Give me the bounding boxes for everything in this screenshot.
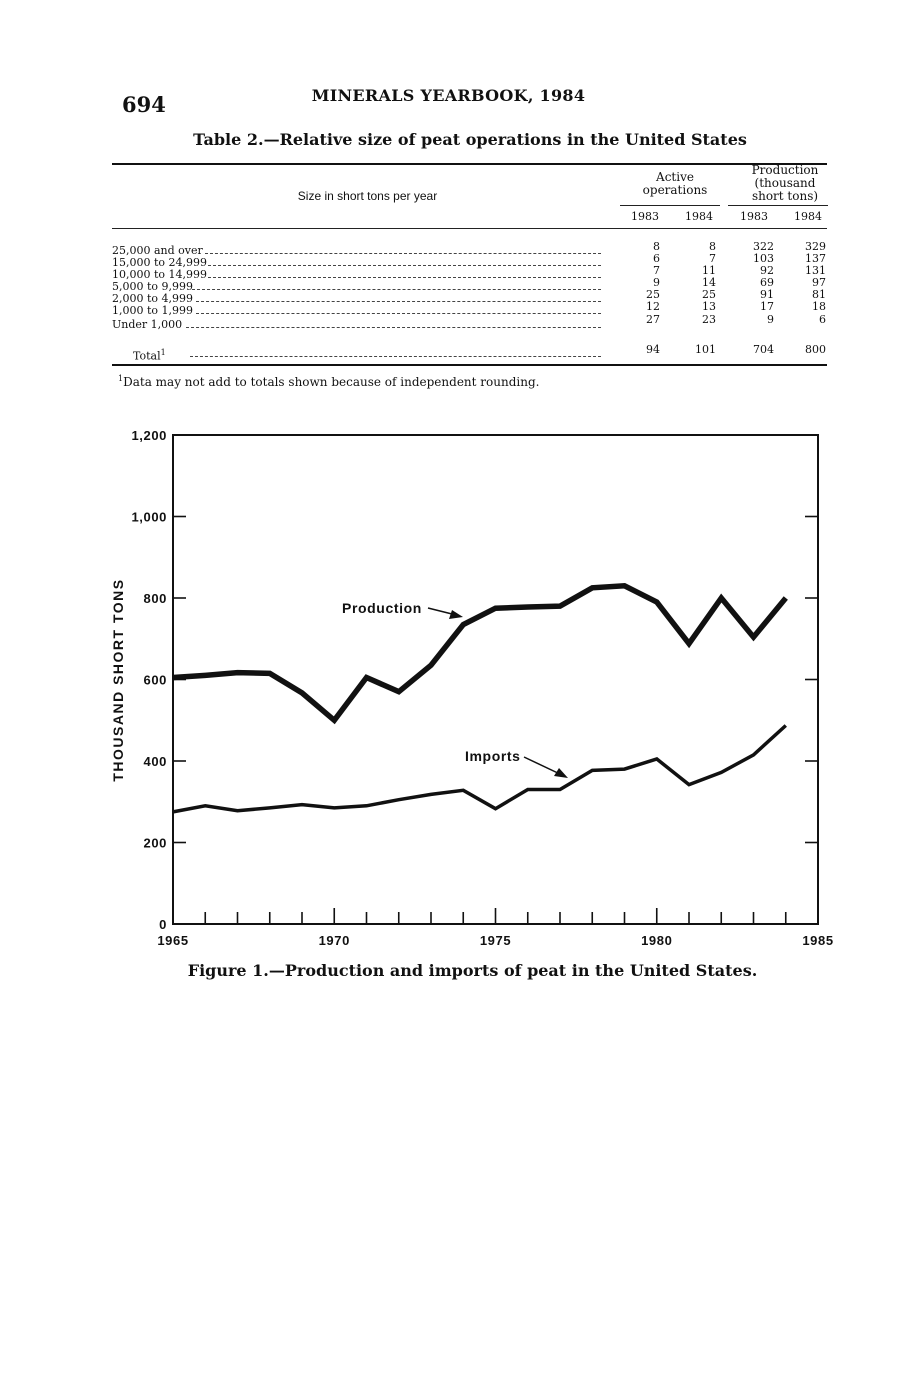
cell-active-1984: 8	[709, 240, 716, 253]
series-lines	[173, 586, 786, 812]
year-col-1: 1983	[631, 210, 659, 223]
row-label: 10,000 to 14,999	[112, 268, 208, 281]
row-label: 15,000 to 24,999	[112, 256, 208, 269]
y-tick-label: 400	[143, 754, 167, 769]
cell-active-1984: 13	[702, 300, 716, 313]
cell-active-1983: 6	[653, 252, 660, 265]
figure-caption: Figure 1.—Production and imports of peat in the United States.	[187, 961, 758, 980]
total-active-1984: 101	[695, 343, 716, 356]
imports-arrow	[524, 757, 568, 778]
active-header-line2: operations	[642, 183, 708, 197]
y-tick-label: 600	[143, 672, 167, 688]
table-title: Table 2.—Relative size of peat operations in the United States	[193, 130, 747, 149]
cell-prod-1984: 6	[819, 313, 826, 326]
y-axis-label: THOUSAND SHORT TONS	[110, 578, 126, 782]
cell-prod-1984: 137	[805, 252, 826, 265]
footnote-mark: 1	[118, 374, 124, 383]
cell-prod-1984: 81	[812, 288, 826, 301]
cell-active-1984: 25	[702, 288, 716, 301]
row-label: Under 1,000	[112, 318, 183, 331]
cell-active-1983: 25	[646, 288, 660, 301]
running-head: MINERALS YEARBOOK, 1984	[311, 86, 586, 105]
y-tick-label: 1,200	[131, 428, 167, 443]
row-label: 1,000 to 1,999	[112, 304, 194, 317]
cell-active-1984: 11	[702, 264, 716, 277]
cell-active-1984: 7	[709, 252, 716, 265]
cell-prod-1984: 131	[805, 264, 826, 277]
production-header-line1: Production	[751, 163, 819, 177]
y-tick-label: 1,000	[131, 509, 167, 525]
total-label-text: Total	[133, 349, 161, 363]
year-col-4: 1984	[794, 210, 822, 223]
production-annotation: Production	[342, 600, 422, 616]
active-header-line1: Active	[656, 170, 694, 184]
cell-active-1983: 27	[646, 313, 660, 326]
page-number: 694	[122, 92, 166, 117]
production-arrow	[428, 608, 463, 619]
total-prod-1984: 800	[805, 343, 826, 356]
year-col-3: 1983	[740, 210, 768, 223]
cell-prod-1983: 69	[760, 276, 774, 289]
stub-header: Size in short tons per year	[297, 189, 438, 203]
plot-frame	[173, 435, 818, 924]
cell-active-1984: 14	[702, 276, 716, 289]
cell-active-1983: 9	[653, 276, 660, 289]
cell-prod-1983: 9	[767, 313, 774, 326]
series-production-line	[173, 586, 786, 721]
cell-prod-1984: 97	[812, 276, 826, 289]
x-tick-label: 1970	[318, 933, 350, 948]
cell-active-1983: 8	[653, 240, 660, 253]
series-imports-line	[173, 726, 786, 812]
cell-prod-1983: 91	[760, 288, 774, 301]
cell-prod-1984: 329	[805, 240, 826, 253]
cell-prod-1984: 18	[812, 300, 826, 313]
y-tick-label: 0	[159, 917, 167, 932]
x-tick-label: 1985	[802, 933, 834, 948]
total-active-1983: 94	[646, 343, 660, 356]
row-label: 25,000 and over	[112, 244, 203, 257]
x-tick-label: 1980	[641, 933, 673, 948]
year-col-2: 1984	[685, 210, 713, 223]
cell-active-1983: 12	[646, 300, 660, 313]
imports-annotation: Imports	[465, 748, 521, 764]
cell-active-1983: 7	[653, 264, 660, 277]
cell-prod-1983: 17	[760, 300, 774, 313]
cell-prod-1983: 322	[753, 240, 774, 253]
row-label: 2,000 to 4,999	[112, 292, 194, 305]
y-axis	[131, 428, 818, 932]
cell-active-1984: 23	[702, 313, 716, 326]
cell-prod-1983: 103	[753, 252, 774, 265]
total-footnote-mark: 1	[160, 348, 166, 357]
x-axis	[157, 908, 833, 948]
x-tick-label: 1975	[479, 933, 512, 948]
y-tick-label: 200	[143, 835, 167, 851]
row-label: 5,000 to 9,999	[112, 280, 194, 293]
y-tick-label: 800	[143, 591, 167, 606]
cell-prod-1983: 92	[760, 264, 774, 277]
production-header-line3: short tons)	[751, 189, 819, 203]
total-prod-1983: 704	[753, 343, 774, 356]
production-header-line2: (thousand	[754, 176, 816, 190]
x-tick-label: 1965	[157, 933, 189, 948]
footnote-text: Data may not add to totals shown because of independent rounding.	[123, 375, 540, 389]
